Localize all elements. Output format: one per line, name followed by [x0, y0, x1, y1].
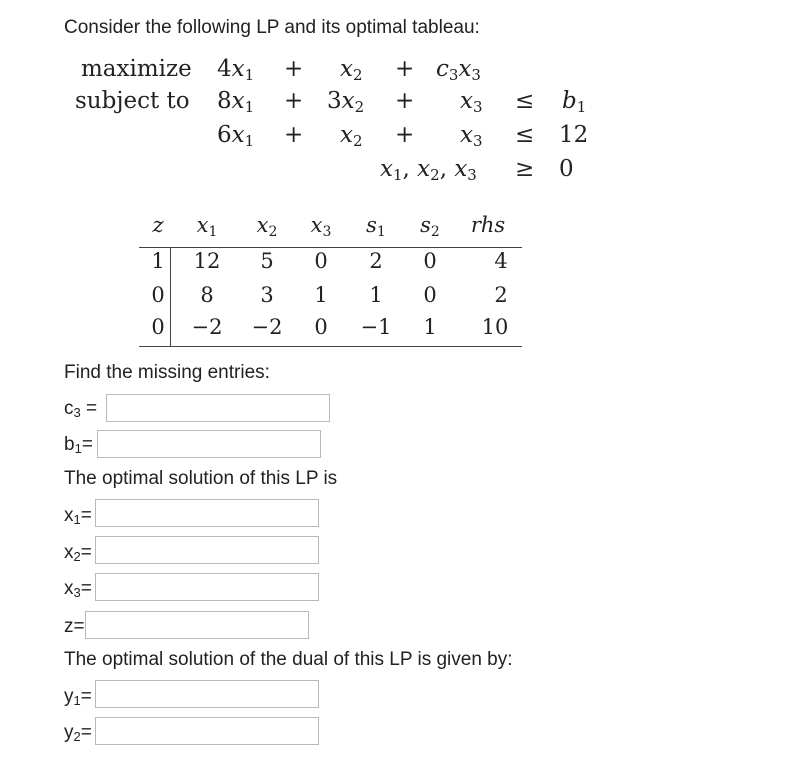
- tableau-header: $s_1$: [366, 213, 386, 240]
- y2-input[interactable]: [95, 717, 319, 745]
- subscript: 3: [73, 585, 81, 600]
- tableau-cell: 1: [369, 283, 383, 307]
- optimal-tableau: [139, 210, 522, 347]
- tableau-cell: 0: [423, 283, 437, 307]
- equals-sign: =: [80, 398, 98, 419]
- subscript: 1: [376, 224, 386, 240]
- maximize-word: maximize: [81, 56, 192, 82]
- nonneg-rhs: 0: [559, 156, 574, 182]
- z-input[interactable]: [85, 611, 309, 639]
- tableau-cell: 2: [494, 283, 508, 307]
- c1-term-x3: $x_3$: [460, 88, 483, 116]
- z-label: z=: [64, 616, 85, 637]
- tableau-cell: 5: [260, 249, 274, 273]
- tableau-cell: 0: [314, 315, 328, 339]
- c2-term-x1: $6x_1$: [217, 122, 255, 150]
- equals-sign: =: [80, 505, 92, 526]
- equals-sign: =: [81, 434, 93, 455]
- equals-sign: =: [80, 686, 92, 707]
- leq-sign: ≤: [515, 122, 535, 148]
- geq-sign: ≥: [515, 156, 535, 182]
- obj-term-x1: $4x_1$: [217, 56, 255, 84]
- tableau-header: $x_3$: [310, 213, 332, 240]
- nonneg-vars: $x_1$, $x_2$, $x_3$: [380, 156, 477, 184]
- c2-rhs: 12: [559, 122, 589, 148]
- find-missing-heading: Find the missing entries:: [64, 362, 270, 383]
- x2-label: $x_2=$: [64, 542, 92, 564]
- x3-input[interactable]: [95, 573, 319, 601]
- c1-rhs: $b_1$: [562, 88, 587, 116]
- y2-label: $y_2=$: [64, 722, 92, 744]
- tableau-cell: 1: [314, 283, 328, 307]
- subscript: 1: [74, 441, 82, 456]
- subscript: 1: [73, 512, 81, 527]
- y1-input[interactable]: [95, 680, 319, 708]
- tableau-cell: 2: [369, 249, 383, 273]
- c1-term-x1: $8x_1$: [217, 88, 255, 116]
- tableau-cell: 1: [151, 249, 165, 273]
- b1-label: $b_1=$: [64, 434, 93, 456]
- tableau-cell: 0: [151, 283, 165, 307]
- equals-sign: =: [80, 722, 92, 743]
- leq-sign: ≤: [515, 88, 535, 114]
- subscript: 2: [73, 549, 81, 564]
- tableau-cell: 0: [151, 315, 165, 339]
- subscript: 3: [322, 224, 332, 240]
- plus-sign: +: [284, 122, 304, 148]
- subscript: 2: [430, 224, 440, 240]
- tableau-header: $x_1$: [196, 213, 218, 240]
- tableau-cell: 4: [494, 249, 508, 273]
- tableau-header-rule: [139, 247, 522, 248]
- c2-term-x3: $x_3$: [460, 122, 483, 150]
- intro-text: Consider the following LP and its optimal tableau:: [64, 17, 480, 38]
- plus-sign: +: [284, 56, 304, 82]
- x3-label: $x_3=$: [64, 578, 92, 600]
- x1-label: $x_1=$: [64, 505, 92, 527]
- c3-input[interactable]: [106, 394, 330, 422]
- tableau-cell: −1: [360, 315, 392, 339]
- tableau-cell: 8: [200, 283, 214, 307]
- primal-solution-heading: The optimal solution of this LP is: [64, 468, 338, 489]
- equals-sign: =: [80, 578, 92, 599]
- tableau-cell: 0: [314, 249, 328, 273]
- y1-label: $y_1=$: [64, 686, 92, 708]
- tableau-cell: 10: [481, 315, 509, 339]
- x2-input[interactable]: [95, 536, 319, 564]
- x1-input[interactable]: [95, 499, 319, 527]
- tableau-header: $s_2$: [420, 213, 440, 240]
- c1-term-x2: $3x_2$: [327, 88, 365, 116]
- tableau-z-divider: [170, 248, 171, 347]
- subscript: 2: [73, 729, 81, 744]
- obj-term-x3: $c_3x_3$: [436, 56, 481, 84]
- tableau-cell: 3: [260, 283, 274, 307]
- tableau-header: $x_2$: [256, 213, 278, 240]
- tableau-header: rhs: [470, 213, 506, 237]
- b1-input[interactable]: [97, 430, 321, 458]
- plus-sign: +: [395, 122, 415, 148]
- subscript: 2: [268, 224, 278, 240]
- subject-to-word: subject to: [75, 88, 190, 114]
- tableau-header: z: [152, 213, 164, 237]
- tableau-cell: 0: [423, 249, 437, 273]
- tableau-cell: −2: [251, 315, 283, 339]
- subscript: 1: [208, 224, 218, 240]
- plus-sign: +: [284, 88, 304, 114]
- tableau-cell: −2: [191, 315, 223, 339]
- c3-label: $c_3$ =: [64, 398, 98, 420]
- tableau-cell: 12: [193, 249, 221, 273]
- tableau-cell: 1: [423, 315, 437, 339]
- dual-solution-heading: The optimal solution of the dual of this LP is given by:: [64, 649, 513, 670]
- c2-term-x2: $x_2$: [340, 122, 363, 150]
- obj-term-x2: $x_2$: [340, 56, 363, 84]
- subscript: 1: [73, 693, 81, 708]
- tableau-bottom-rule: [139, 346, 522, 347]
- equals-sign: =: [80, 542, 92, 563]
- plus-sign: +: [395, 56, 415, 82]
- subscript: 3: [73, 405, 81, 420]
- plus-sign: +: [395, 88, 415, 114]
